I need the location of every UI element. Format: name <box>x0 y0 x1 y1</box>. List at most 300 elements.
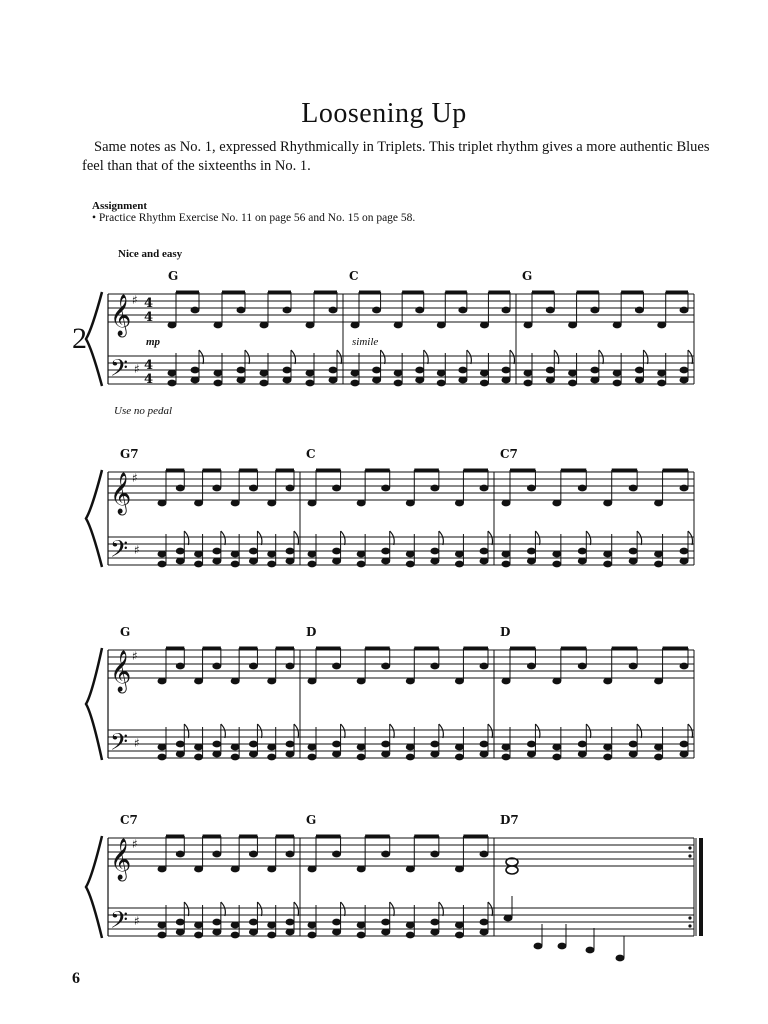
note-head <box>231 922 240 929</box>
flag <box>294 531 299 545</box>
note-head <box>231 561 240 568</box>
note-head <box>635 367 644 374</box>
note-head <box>168 322 177 329</box>
note-head <box>212 663 221 670</box>
note-head <box>590 307 599 314</box>
note-head <box>267 500 276 507</box>
note-head <box>590 377 599 384</box>
note-head <box>458 377 467 384</box>
tempo-marking: Nice and easy <box>118 248 183 260</box>
chord-symbol: G <box>522 269 533 283</box>
treble-clef-icon: 𝄞 <box>110 473 132 514</box>
flag <box>554 350 559 364</box>
time-signature-top: 4 <box>144 296 154 311</box>
key-sharp-icon: ♯ <box>132 293 138 307</box>
note-head <box>357 932 366 939</box>
flag <box>221 902 226 916</box>
note-head <box>267 678 276 685</box>
note-head <box>578 548 587 555</box>
note-head <box>568 380 577 387</box>
note-head <box>286 558 295 565</box>
note-head <box>249 558 258 565</box>
note-head <box>629 751 638 758</box>
note-head <box>267 754 276 761</box>
key-sharp-icon: ♯ <box>132 649 138 663</box>
note-head <box>552 744 561 751</box>
note-head <box>394 322 403 329</box>
bass-clef-icon: 𝄢 <box>110 535 129 568</box>
brace <box>86 292 102 386</box>
note-head <box>308 932 317 939</box>
note-head <box>260 370 269 377</box>
note-head <box>455 500 464 507</box>
flag <box>643 350 648 364</box>
flag <box>637 531 642 545</box>
chord-symbol: C <box>306 447 316 461</box>
note-head <box>381 548 390 555</box>
intro-line-1: Same notes as No. 1, expressed Rhythmically in Triplets. This triplet rhythm gives a more authentic Blues <box>94 139 710 155</box>
flag <box>390 902 395 916</box>
note-head <box>502 367 511 374</box>
note-head <box>480 380 489 387</box>
note-head <box>176 485 185 492</box>
exercise-number: 2 <box>72 322 87 355</box>
note-head <box>568 370 577 377</box>
note-head <box>286 741 295 748</box>
key-sharp-icon: ♯ <box>134 543 140 557</box>
note-head <box>249 919 258 926</box>
note-head <box>430 548 439 555</box>
note-head <box>680 751 689 758</box>
pedal-instruction: Use no pedal <box>114 405 173 417</box>
chord-symbol: D <box>306 625 317 639</box>
note-head <box>212 919 221 926</box>
note-head <box>558 943 567 950</box>
note-head <box>504 915 513 922</box>
key-sharp-icon: ♯ <box>132 837 138 851</box>
repeat-dot <box>688 854 691 857</box>
note-head <box>527 548 536 555</box>
note-head <box>249 548 258 555</box>
note-head <box>437 322 446 329</box>
note-head <box>249 741 258 748</box>
note-head <box>191 377 200 384</box>
note-head <box>502 561 511 568</box>
note-head <box>212 485 221 492</box>
flag <box>341 724 346 738</box>
note-head <box>613 322 622 329</box>
note-head <box>381 919 390 926</box>
note-head <box>231 678 240 685</box>
page-number: 6 <box>72 970 80 987</box>
note-head <box>406 678 415 685</box>
note-head <box>437 370 446 377</box>
time-signature-top: 4 <box>144 358 154 373</box>
note-head <box>308 922 317 929</box>
flag <box>439 724 444 738</box>
note-head <box>158 866 167 873</box>
note-head <box>329 377 338 384</box>
note-head <box>168 380 177 387</box>
note-head <box>191 367 200 374</box>
note-head <box>308 561 317 568</box>
note-head <box>430 929 439 936</box>
note-head <box>455 551 464 558</box>
note-head <box>267 561 276 568</box>
note-head <box>332 548 341 555</box>
note-head <box>237 367 246 374</box>
flag <box>199 350 204 364</box>
note-head <box>430 751 439 758</box>
note-head <box>455 866 464 873</box>
note-head <box>502 500 511 507</box>
note-head <box>552 678 561 685</box>
note-head <box>176 663 185 670</box>
note-head <box>680 558 689 565</box>
note-head <box>357 500 366 507</box>
note-head <box>480 322 489 329</box>
note-head <box>357 551 366 558</box>
note-head <box>381 558 390 565</box>
note-head <box>332 485 341 492</box>
note-head <box>415 307 424 314</box>
note-head <box>332 851 341 858</box>
chord-symbol: D <box>500 625 511 639</box>
note-head <box>158 932 167 939</box>
note-head <box>415 377 424 384</box>
note-head <box>430 741 439 748</box>
note-head <box>332 751 341 758</box>
note-head <box>286 548 295 555</box>
note-head <box>286 663 295 670</box>
note-head <box>158 551 167 558</box>
note-head <box>267 551 276 558</box>
note-head <box>231 932 240 939</box>
note-head <box>502 377 511 384</box>
note-head <box>578 741 587 748</box>
note-head <box>283 377 292 384</box>
flag <box>294 724 299 738</box>
note-head <box>158 922 167 929</box>
note-head <box>480 741 489 748</box>
note-head <box>654 678 663 685</box>
note-head <box>455 754 464 761</box>
note-head <box>406 551 415 558</box>
note-head <box>231 551 240 558</box>
note-head <box>680 377 689 384</box>
note-head <box>406 866 415 873</box>
flag <box>381 350 386 364</box>
note-head <box>578 751 587 758</box>
note-head <box>158 678 167 685</box>
note-head <box>527 751 536 758</box>
flag <box>586 531 591 545</box>
page-title: Loosening Up <box>301 98 467 129</box>
note-head <box>212 548 221 555</box>
note-head <box>524 380 533 387</box>
note-head <box>552 561 561 568</box>
note-head <box>249 851 258 858</box>
simile-marking: simile <box>352 336 379 348</box>
note-head <box>286 919 295 926</box>
note-head <box>568 322 577 329</box>
note-head <box>306 380 315 387</box>
flag <box>390 531 395 545</box>
note-head <box>680 367 689 374</box>
chord-symbol: D7 <box>500 813 519 827</box>
flag <box>439 902 444 916</box>
note-head <box>231 744 240 751</box>
flag <box>599 350 604 364</box>
note-head <box>654 551 663 558</box>
note-head <box>458 367 467 374</box>
note-head <box>308 678 317 685</box>
note-head <box>214 380 223 387</box>
assignment-heading: Assignment <box>92 200 148 212</box>
note-head <box>415 367 424 374</box>
chord-symbol: G <box>120 625 131 639</box>
note-head <box>351 322 360 329</box>
note-head <box>176 751 185 758</box>
note-head <box>534 943 543 950</box>
note-head <box>455 744 464 751</box>
flag <box>390 724 395 738</box>
note-head <box>260 380 269 387</box>
note-head <box>308 866 317 873</box>
note-head <box>552 500 561 507</box>
note-head <box>635 377 644 384</box>
flag <box>341 531 346 545</box>
brace <box>86 648 102 760</box>
note-head <box>406 500 415 507</box>
note-head <box>629 485 638 492</box>
note-head <box>527 741 536 748</box>
note-head <box>357 866 366 873</box>
note-head <box>194 744 203 751</box>
note-head <box>176 919 185 926</box>
final-barline-thick <box>699 838 703 936</box>
note-head <box>635 307 644 314</box>
note-head <box>351 380 360 387</box>
note-head <box>329 367 338 374</box>
flag <box>294 902 299 916</box>
flag <box>257 531 262 545</box>
note-head <box>194 932 203 939</box>
note-head <box>194 500 203 507</box>
note-head <box>430 919 439 926</box>
flag <box>510 350 515 364</box>
note-head <box>194 551 203 558</box>
note-head <box>357 922 366 929</box>
chord-symbol: C7 <box>500 447 518 461</box>
note-head <box>308 551 317 558</box>
note-head <box>306 322 315 329</box>
chord-symbol: C7 <box>120 813 138 827</box>
note-head <box>480 851 489 858</box>
note-head <box>657 380 666 387</box>
note-head <box>524 370 533 377</box>
key-sharp-icon: ♯ <box>132 471 138 485</box>
note-head <box>603 678 612 685</box>
note-head <box>332 741 341 748</box>
note-head <box>654 754 663 761</box>
note-head <box>406 561 415 568</box>
repeat-dot <box>688 846 691 849</box>
note-head <box>231 500 240 507</box>
note-head <box>578 558 587 565</box>
note-head <box>249 485 258 492</box>
note-head <box>194 754 203 761</box>
note-head <box>406 754 415 761</box>
note-head <box>406 932 415 939</box>
note-head <box>237 307 246 314</box>
note-head <box>191 307 200 314</box>
note-head <box>578 485 587 492</box>
note-head <box>194 866 203 873</box>
flag <box>184 724 189 738</box>
note-head <box>381 485 390 492</box>
note-head <box>524 322 533 329</box>
note-head <box>212 558 221 565</box>
note-head <box>176 558 185 565</box>
note-head <box>332 663 341 670</box>
flag <box>467 350 472 364</box>
note-head <box>158 500 167 507</box>
note-head <box>194 922 203 929</box>
note-head <box>372 367 381 374</box>
note-head <box>194 678 203 685</box>
note-head <box>357 678 366 685</box>
note-head <box>455 932 464 939</box>
note-head <box>212 851 221 858</box>
note-head <box>176 929 185 936</box>
note-head <box>552 551 561 558</box>
note-head <box>332 929 341 936</box>
note-head <box>286 751 295 758</box>
note-head <box>394 380 403 387</box>
chord-symbol: C <box>349 269 359 283</box>
note-head <box>286 851 295 858</box>
repeat-dot <box>688 916 691 919</box>
flag <box>688 724 693 738</box>
flag <box>257 902 262 916</box>
note-head <box>406 922 415 929</box>
note-head <box>332 919 341 926</box>
note-head <box>680 548 689 555</box>
note-head <box>430 485 439 492</box>
note-head <box>357 754 366 761</box>
note-head <box>502 551 511 558</box>
flag <box>535 724 540 738</box>
note-head <box>381 741 390 748</box>
note-head <box>306 370 315 377</box>
flag <box>586 724 591 738</box>
note-head <box>158 744 167 751</box>
note-head <box>158 561 167 568</box>
note-head <box>502 307 511 314</box>
note-head <box>430 851 439 858</box>
chord-symbol: G <box>306 813 317 827</box>
note-head <box>381 851 390 858</box>
note-head <box>657 322 666 329</box>
bass-clef-icon: 𝄢 <box>110 354 129 387</box>
note-head <box>212 929 221 936</box>
note-head <box>657 370 666 377</box>
note-head <box>629 558 638 565</box>
note-head <box>176 548 185 555</box>
note-head <box>212 751 221 758</box>
chord-symbol: G7 <box>120 447 139 461</box>
time-signature-bottom: 4 <box>144 310 154 325</box>
note-head <box>372 377 381 384</box>
note-head <box>308 754 317 761</box>
note-head <box>308 500 317 507</box>
flag <box>221 724 226 738</box>
note-head <box>654 500 663 507</box>
intro-line-2: feel than that of the sixteenths in No. 1. <box>82 158 311 174</box>
note-head <box>237 377 246 384</box>
note-head <box>394 370 403 377</box>
note-head <box>527 558 536 565</box>
note-head <box>286 929 295 936</box>
flag <box>637 724 642 738</box>
note-head <box>546 307 555 314</box>
note-head <box>480 929 489 936</box>
flag <box>439 531 444 545</box>
flag <box>688 531 693 545</box>
note-head <box>480 548 489 555</box>
note-head <box>455 922 464 929</box>
note-head <box>546 367 555 374</box>
note-head <box>308 744 317 751</box>
note-head <box>546 377 555 384</box>
note-head <box>158 754 167 761</box>
note-head <box>286 485 295 492</box>
note-head <box>381 663 390 670</box>
key-sharp-icon: ♯ <box>134 736 140 750</box>
treble-clef-icon: 𝄞 <box>110 651 132 692</box>
flag <box>291 350 296 364</box>
chord-symbol: G <box>168 269 179 283</box>
note-head <box>603 754 612 761</box>
note-head <box>480 663 489 670</box>
note-head <box>629 548 638 555</box>
key-sharp-icon: ♯ <box>134 362 140 376</box>
note-head <box>214 370 223 377</box>
key-sharp-icon: ♯ <box>134 914 140 928</box>
note-head <box>176 851 185 858</box>
note-head <box>603 500 612 507</box>
note-head <box>430 558 439 565</box>
note-head <box>260 322 269 329</box>
note-head <box>502 754 511 761</box>
note-head <box>629 663 638 670</box>
note-head <box>458 307 467 314</box>
note-head <box>680 741 689 748</box>
note-head <box>480 558 489 565</box>
note-head <box>231 866 240 873</box>
note-head <box>357 561 366 568</box>
note-head <box>351 370 360 377</box>
note-head <box>283 367 292 374</box>
note-head <box>381 929 390 936</box>
note-head <box>249 929 258 936</box>
note-head <box>527 485 536 492</box>
treble-clef-icon: 𝄞 <box>110 295 132 336</box>
note-head <box>176 741 185 748</box>
note-head <box>613 370 622 377</box>
note-head <box>267 744 276 751</box>
